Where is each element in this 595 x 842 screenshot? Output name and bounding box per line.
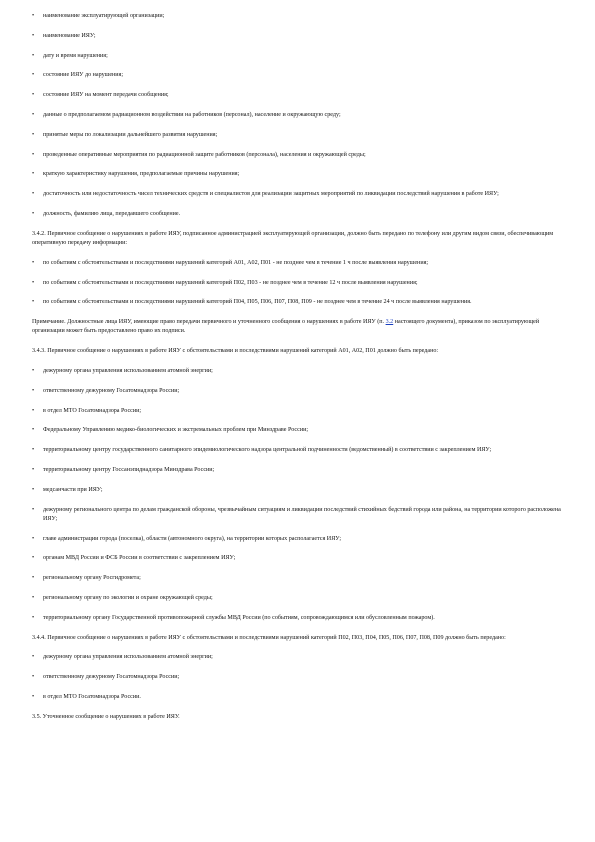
list-item [32, 279, 572, 288]
list-item [32, 298, 572, 307]
list-item [32, 210, 572, 219]
bullet-mark: • [32, 52, 35, 59]
list-item [32, 407, 572, 416]
list-item [32, 151, 572, 160]
bullet-mark: • [32, 575, 35, 582]
list-item [32, 535, 572, 544]
bullet-mark: • [32, 299, 35, 306]
section-heading: 3.5. Уточненное сообщение о нарушениях в работе ИЯУ. [32, 713, 180, 720]
list-item [32, 554, 572, 563]
list-item-text: территориальному центру государственного санитарного эпидемиологического надзора центральной подчиненности (ведомственный) в соответствии с закреплением ИЯУ; [43, 447, 492, 454]
list-item [32, 574, 572, 583]
list-item-text: по событиям с обстоятельствами и последствиями нарушений категорий П02, П03 - не позднее чем в течение 12 ч после выявления нарушения; [43, 279, 418, 286]
list-item [32, 486, 572, 495]
list-item-text: региональному органу Росгидромета; [43, 575, 141, 582]
list-item-text: принятые меры по локализации дальнейшего развития нарушения; [43, 131, 218, 138]
list-item-text: ответственному дежурному Госатомнадзора России; [43, 674, 180, 681]
list-item-text: ответственному дежурному Госатомнадзора России; [43, 387, 180, 394]
list-item-text: в отдел МТО Госатомнадзора России; [43, 407, 142, 414]
bullet-mark: • [32, 151, 35, 158]
bullet-mark: • [32, 72, 35, 79]
note-text-before: Примечание. Должностные лица ИЯУ, имеющие право передачи первичного и уточненного сообщения о нарушениях в работе ИЯУ (п. [32, 319, 386, 326]
list-item [32, 673, 572, 682]
bullet-mark: • [32, 92, 35, 99]
bullet-mark: • [32, 32, 35, 39]
bullet-mark: • [32, 654, 35, 661]
list-item-text: состояние ИЯУ на момент передачи сообщения; [43, 92, 169, 99]
bullet-mark: • [32, 131, 35, 138]
note-text-after: настоящего документа), приказом по эксплуатирующей организации может быть предоставлено право их подписи. [32, 319, 540, 335]
list-item-text: территориальному центру Госсанэпиднадзора Минздрава России; [43, 466, 215, 473]
list-item-text: проведенные оперативные мероприятия по радиационной защите работников (персонала), населения и окружающей среды; [43, 151, 366, 158]
section-paragraph: 3.4.3. Первичное сообщение о нарушениях в работе ИЯУ с обстоятельствами и последствиями нарушений категорий А01, А02, П01 должно быть передано: [32, 348, 439, 355]
list-item [32, 259, 572, 268]
section-paragraph: 3.4.2. Первичное сообщение о нарушениях в работе ИЯУ, подписанное администрацией эксплуатирующей организации, должно быть передано по телефону или другим видом связи, обеспечивающим оперативную передачу информации: [32, 230, 554, 246]
bullet-mark: • [32, 447, 35, 454]
list-item-text: должность, фамилию лица, передавшего сообщение. [43, 210, 181, 217]
bullet-mark: • [32, 466, 35, 473]
bullet-mark: • [32, 594, 35, 601]
list-item [32, 111, 572, 120]
list-item-text: данные о предполагаемом радиационном воздействии на работников (персонал), население и окружающую среду; [43, 111, 341, 118]
bullet-mark: • [32, 535, 35, 542]
bullet-mark: • [32, 506, 35, 513]
list-item [32, 466, 572, 475]
list-item [32, 614, 572, 623]
bullet-mark: • [32, 427, 35, 434]
list-item-text: главе администрации города (поселка), области (автономного округа), на территории которых располагается ИЯУ; [43, 535, 342, 542]
list-item [32, 131, 572, 140]
bullet-mark: • [32, 13, 35, 19]
list-item-text: региональному органу по экологии и охране окружающей среды; [43, 594, 213, 601]
bullet-mark: • [32, 486, 35, 493]
list-item-text: органам МВД России и ФСБ России в соответствии с закреплением ИЯУ; [43, 555, 236, 562]
bullet-mark: • [32, 674, 35, 681]
bullet-mark: • [32, 367, 35, 374]
list-item-text: по событиям с обстоятельствами и последствиями нарушений категорий П04, П05, П06, П07, П08, П09 - не позднее чем в течение 24 ч после выявления нарушения. [43, 299, 472, 306]
list-item-text: дежурному регионального центра по делам гражданской обороны, чрезвычайным ситуациям и ликвидации последствий стихийных бедствий города или района, на территории которого расположена ИЯУ; [43, 506, 561, 522]
bullet-mark: • [32, 693, 35, 700]
list-item-text: дату и время нарушения; [43, 52, 108, 59]
bullet-mark: • [32, 387, 35, 394]
list-item-text: Федеральному Управлению медико-биологических и экстремальных проблем при Минздраве России; [43, 427, 309, 434]
bullet-mark: • [32, 614, 35, 621]
list-item [32, 387, 572, 396]
note-paragraph [32, 318, 572, 336]
section-paragraph: 3.4.4. Первичное сообщение о нарушениях в работе ИЯУ с обстоятельствами и последствиями нарушений категорий П02, П03, П04, П05, П06, П07, П08, П09 должно быть передано: [32, 634, 506, 641]
list-item [32, 367, 572, 376]
list-item [32, 91, 572, 100]
list-item [32, 506, 572, 524]
list-item-text: территориальному органу Государственной противопожарной службы МВД России (по событиям, сопровождающимся или обусловленным пожаром). [43, 614, 435, 621]
list-item [32, 190, 572, 199]
list-item [32, 446, 572, 455]
section-link[interactable]: 3.2 [385, 319, 394, 326]
list-item [32, 71, 572, 80]
document-page [32, 12, 572, 722]
list-item-text: наименование эксплуатирующей организации; [43, 13, 165, 19]
bullet-mark: • [32, 191, 35, 198]
bullet-mark: • [32, 171, 35, 178]
list-item [32, 52, 572, 61]
bullet-mark: • [32, 407, 35, 414]
list-item [32, 693, 572, 702]
list-item-text: состояние ИЯУ до нарушения; [43, 72, 124, 79]
list-item [32, 170, 572, 179]
list-item-text: дежурному органа управления использованием атомной энергии; [43, 367, 213, 374]
list-item [32, 653, 572, 662]
bullet-mark: • [32, 210, 35, 217]
bullet-mark: • [32, 111, 35, 118]
list-item-text: в отдел МТО Госатомнадзора России. [43, 693, 141, 700]
bullet-mark: • [32, 259, 35, 266]
list-item-text: медсанчасти при ИЯУ; [43, 486, 103, 493]
bullet-mark: • [32, 279, 35, 286]
list-item-text: достаточность или недостаточность чисел технических средств и специалистов для реализации защитных мероприятий по ликвидации последствий нарушения в работе ИЯУ; [43, 191, 499, 198]
list-item-text: краткую характеристику нарушения, предполагаемые причины нарушения; [43, 171, 240, 178]
bullet-mark: • [32, 555, 35, 562]
list-item [32, 594, 572, 603]
list-item-text: дежурному органа управления использованием атомной энергии; [43, 654, 213, 661]
list-item [32, 32, 572, 41]
list-item-text: по событиям с обстоятельствами и последствиями нарушений категорий А01, А02, П01 - не позднее чем в течение 1 ч после выявления нарушения; [43, 259, 429, 266]
list-item [32, 426, 572, 435]
list-item-text: наименование ИЯУ; [43, 32, 96, 39]
list-item [32, 12, 572, 21]
